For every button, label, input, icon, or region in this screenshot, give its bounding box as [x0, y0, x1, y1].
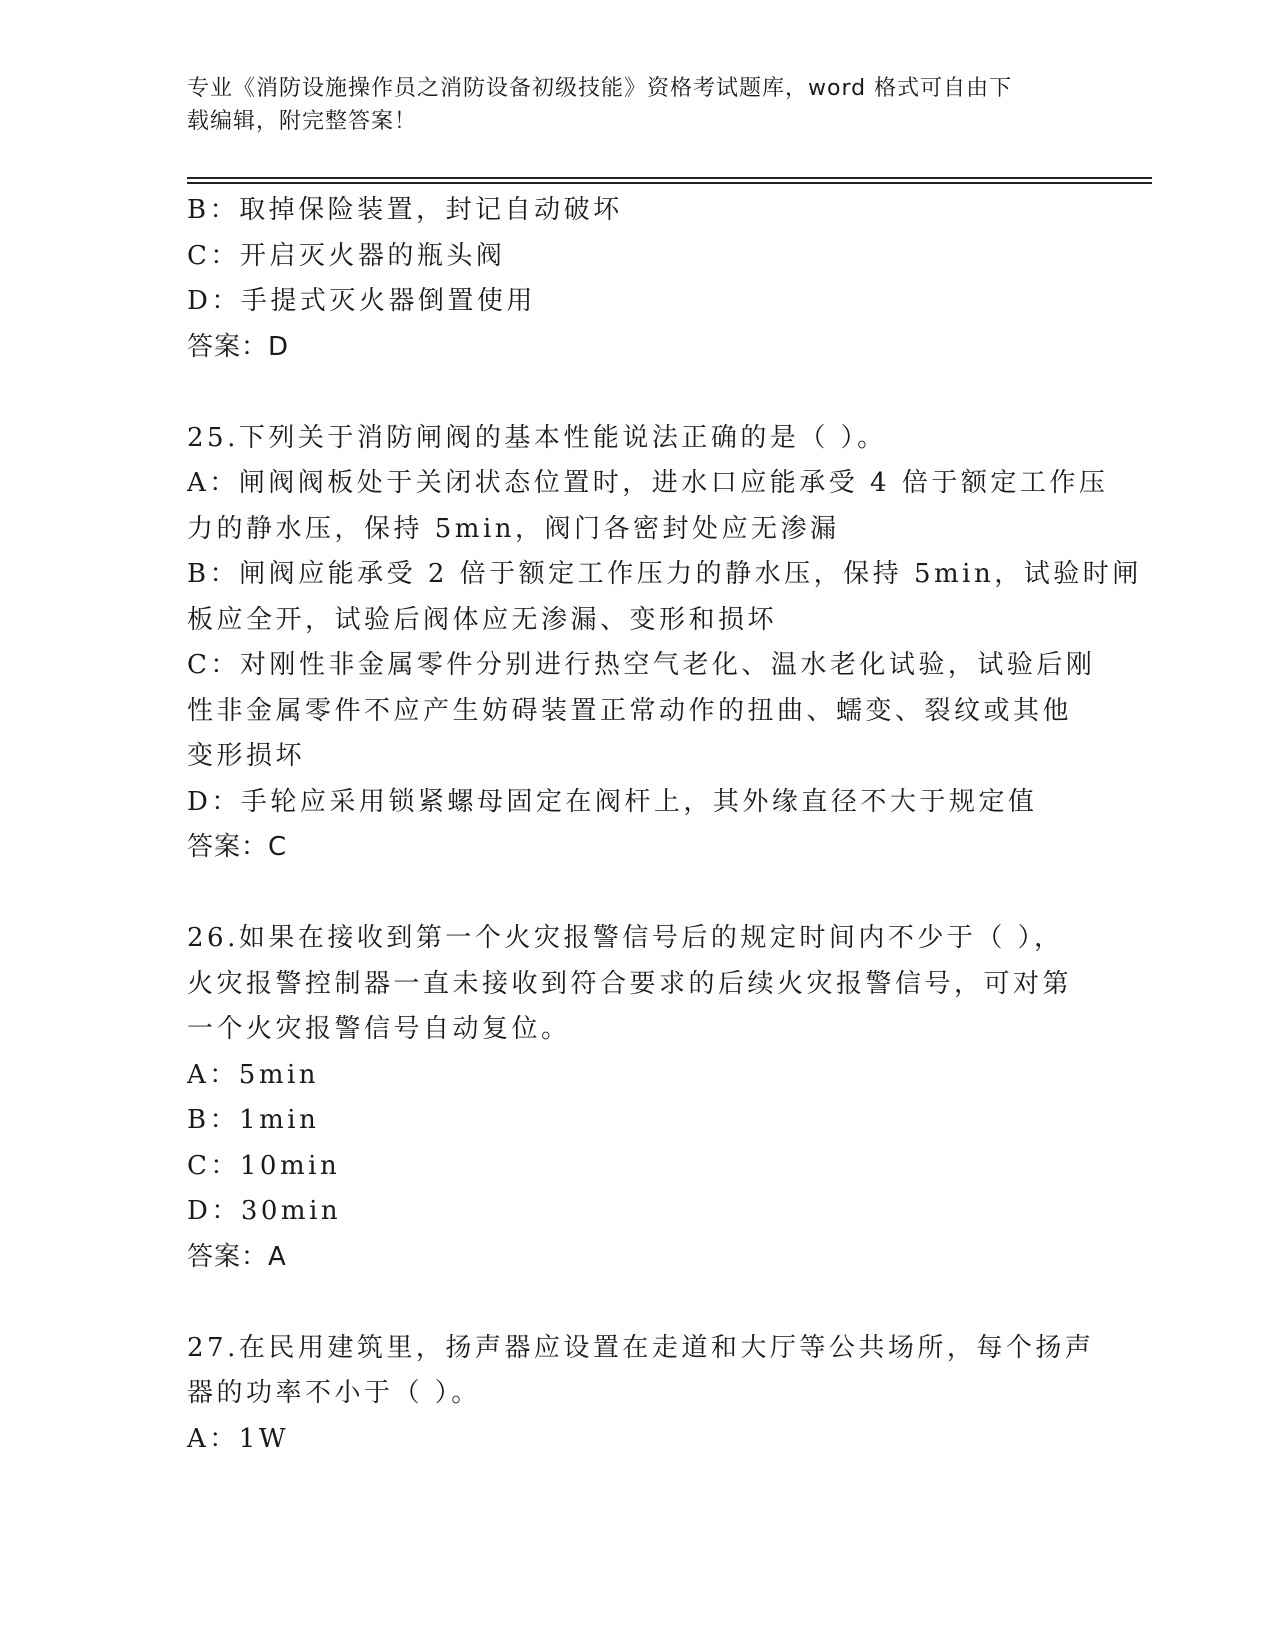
option-a-cont: 力的静水压，保持 5min，阀门各密封处应无渗漏 — [187, 513, 840, 544]
question-26-block — [187, 916, 1087, 1280]
header-divider-bottom — [187, 182, 1152, 184]
option-b: B：取掉保险装置，封记自动破坏 — [187, 195, 623, 225]
header-line-2: 载编辑，附完整答案！ — [187, 109, 418, 134]
option-c: C：开启灭火器的瓶头阀 — [187, 240, 506, 271]
option-b: B：闸阀应能承受 2 倍于额定工作压力的静水压，保持 5min，试验时闸 — [187, 559, 1142, 589]
spacer — [187, 1280, 1087, 1326]
option-a: A：闸阀阀板处于关闭状态位置时，进水口应能承受 4 倍于额定工作压 — [187, 468, 1109, 498]
option-c: C：对刚性非金属零件分别进行热空气老化、温水老化试验，试验后刚 — [187, 650, 1096, 680]
option-b-cont: 板应全开，试验后阀体应无渗漏、变形和损坏 — [187, 604, 778, 635]
spacer — [187, 871, 1087, 917]
answer-line: 答案：A — [187, 1241, 287, 1272]
question-content — [187, 188, 1142, 1462]
question-stem-cont: 器的功率不小于（ ）。 — [187, 1378, 481, 1408]
question-stem: 25.下列关于消防闸阀的基本性能说法正确的是（ ）。 — [187, 422, 887, 453]
document-header — [187, 72, 1067, 138]
question-stem: 27.在民用建筑里，扬声器应设置在走道和大厅等公共场所，每个扬声 — [187, 1332, 1095, 1363]
option-d: D：30min — [187, 1196, 342, 1226]
header-divider-top — [187, 177, 1152, 179]
option-c-cont: 性非金属零件不应产生妨碍装置正常动作的扭曲、蠕变、裂纹或其他 — [187, 695, 1073, 726]
prev-question-block — [187, 188, 1087, 370]
option-d: D：手轮应采用锁紧螺母固定在阀杆上，其外缘直径不大于规定值 — [187, 786, 1038, 817]
question-stem: 26.如果在接收到第一个火灾报警信号后的规定时间内不少于（ ）， — [187, 923, 1064, 953]
option-c: C：10min — [187, 1150, 341, 1181]
header-line-1: 专业《消防设施操作员之消防设备初级技能》资格考试题库，word 格式可自由下 — [187, 76, 1013, 101]
question-25-block — [187, 416, 1142, 871]
spacer — [187, 370, 1087, 416]
option-a: A：1W — [187, 1423, 290, 1454]
option-c-cont: 变形损坏 — [187, 741, 306, 771]
option-d: D：手提式灭火器倒置使用 — [187, 286, 536, 316]
option-b: B：1min — [187, 1105, 320, 1135]
question-stem-cont: 火灾报警控制器一直未接收到符合要求的后续火灾报警信号，可对第 — [187, 968, 1073, 999]
question-27-block — [187, 1326, 1095, 1463]
answer-line: 答案：C — [187, 832, 288, 862]
answer-line: 答案：D — [187, 331, 290, 362]
option-a: A：5min — [187, 1059, 320, 1090]
question-stem-cont: 一个火灾报警信号自动复位。 — [187, 1014, 571, 1044]
